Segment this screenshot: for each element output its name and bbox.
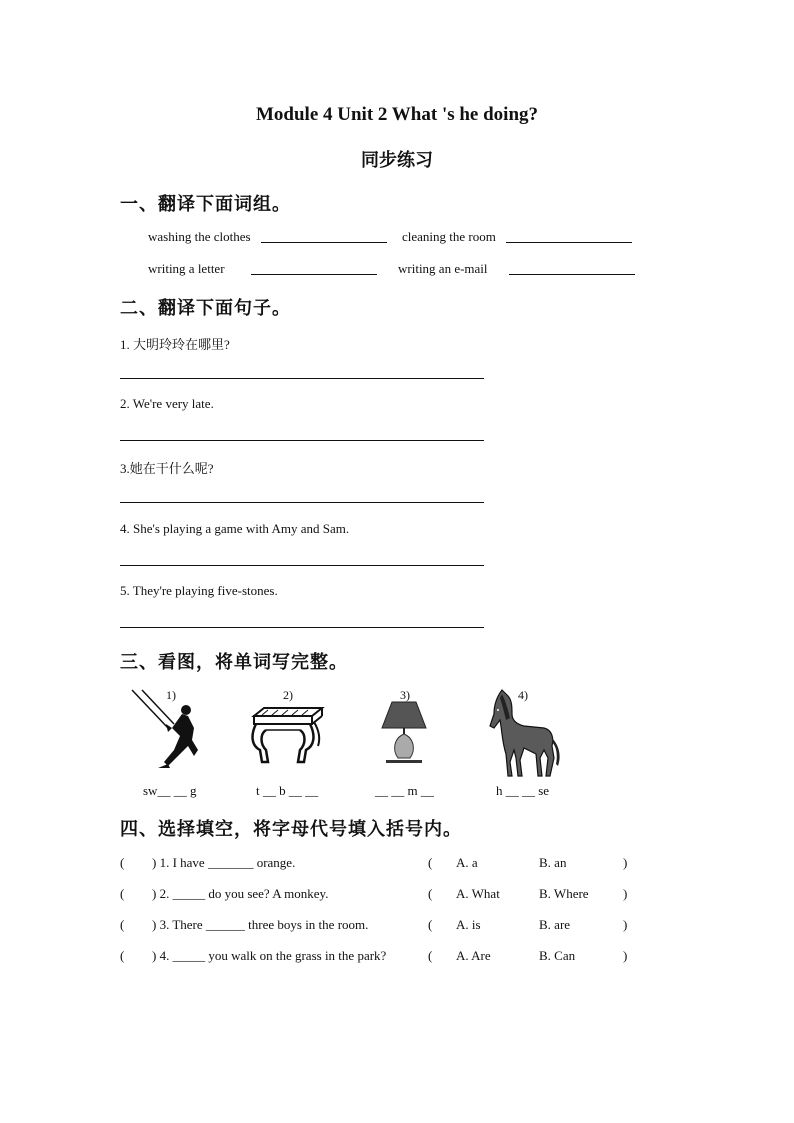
sentence-1-answer-line[interactable] [120,378,484,379]
phrase-4: writing an e-mail [398,261,488,276]
sentence-3-answer-line[interactable] [120,502,484,503]
sentence-5-answer-line[interactable] [120,627,484,628]
mc-3-option-a: A. is [456,917,481,932]
section-4-heading: 四、选择填空，将字母代号填入括号内。 [120,819,462,840]
picture-4-word: h __ __ se [496,783,550,798]
phrase-3-answer-line[interactable] [251,274,377,275]
swing-icon [128,688,208,780]
mc-1-option-b: B. an [539,855,567,870]
mc-2-right-paren: ) [623,886,628,901]
sentence-2: 2. We're very late. [120,396,214,411]
sentence-3: 3.她在干什么呢? [120,461,214,476]
mc-1-question: ) 1. I have _______ orange. [152,855,296,870]
picture-2-word: t __ b __ __ [256,783,319,798]
picture-3-number: 3) [400,688,410,702]
phrase-3: writing a letter [148,261,225,276]
mc-4-option-a: A. Are [456,948,491,963]
mc-3-right-paren: ) [623,917,628,932]
mc-1-option-a: A. a [456,855,478,870]
phrase-2-answer-line[interactable] [506,242,632,243]
picture-1-word: sw__ __ g [143,783,197,798]
horse-icon [488,688,566,780]
lamp-icon [380,700,430,766]
mc-1-right-paren: ) [623,855,628,870]
sentence-1: 1. 大明玲玲在哪里? [120,337,230,352]
picture-2-number: 2) [283,688,293,702]
picture-3-word: __ __ m __ [375,783,434,798]
mc-2-option-a: A. What [456,886,500,901]
picture-4-number: 4) [518,688,528,702]
mc-4-option-b: B. Can [539,948,576,963]
mc-1-left-paren: ( [428,855,433,870]
mc-4-right-paren: ) [623,948,628,963]
section-2-heading: 二、翻译下面句子。 [120,298,291,319]
mc-3-open-paren[interactable]: ( [120,917,125,932]
phrase-4-answer-line[interactable] [509,274,635,275]
sentence-4-answer-line[interactable] [120,565,484,566]
phrase-1-answer-line[interactable] [261,242,387,243]
phrase-1: washing the clothes [148,229,251,244]
mc-4-open-paren[interactable]: ( [120,948,125,963]
sentence-2-answer-line[interactable] [120,440,484,441]
mc-3-left-paren: ( [428,917,433,932]
page-title: Module 4 Unit 2 What 's he doing? [255,104,539,125]
phrase-2: cleaning the room [402,229,496,244]
sentence-4: 4. She's playing a game with Amy and Sam. [120,521,350,536]
mc-4-question: ) 4. _____ you walk on the grass in the park? [152,948,387,963]
picture-1-number: 1) [166,688,176,702]
page-subtitle: 同步练习 [361,150,433,171]
mc-3-question: ) 3. There ______ three boys in the room. [152,917,369,932]
table-icon [248,706,328,768]
sentence-5: 5. They're playing five-stones. [120,583,278,598]
mc-2-left-paren: ( [428,886,433,901]
mc-2-option-b: B. Where [539,886,589,901]
mc-4-left-paren: ( [428,948,433,963]
mc-3-option-b: B. are [539,917,571,932]
mc-2-open-paren[interactable]: ( [120,886,125,901]
mc-2-question: ) 2. _____ do you see? A monkey. [152,886,329,901]
section-1-heading: 一、翻译下面词组。 [120,194,291,215]
section-3-heading: 三、看图，将单词写完整。 [120,652,348,673]
mc-1-open-paren[interactable]: ( [120,855,125,870]
